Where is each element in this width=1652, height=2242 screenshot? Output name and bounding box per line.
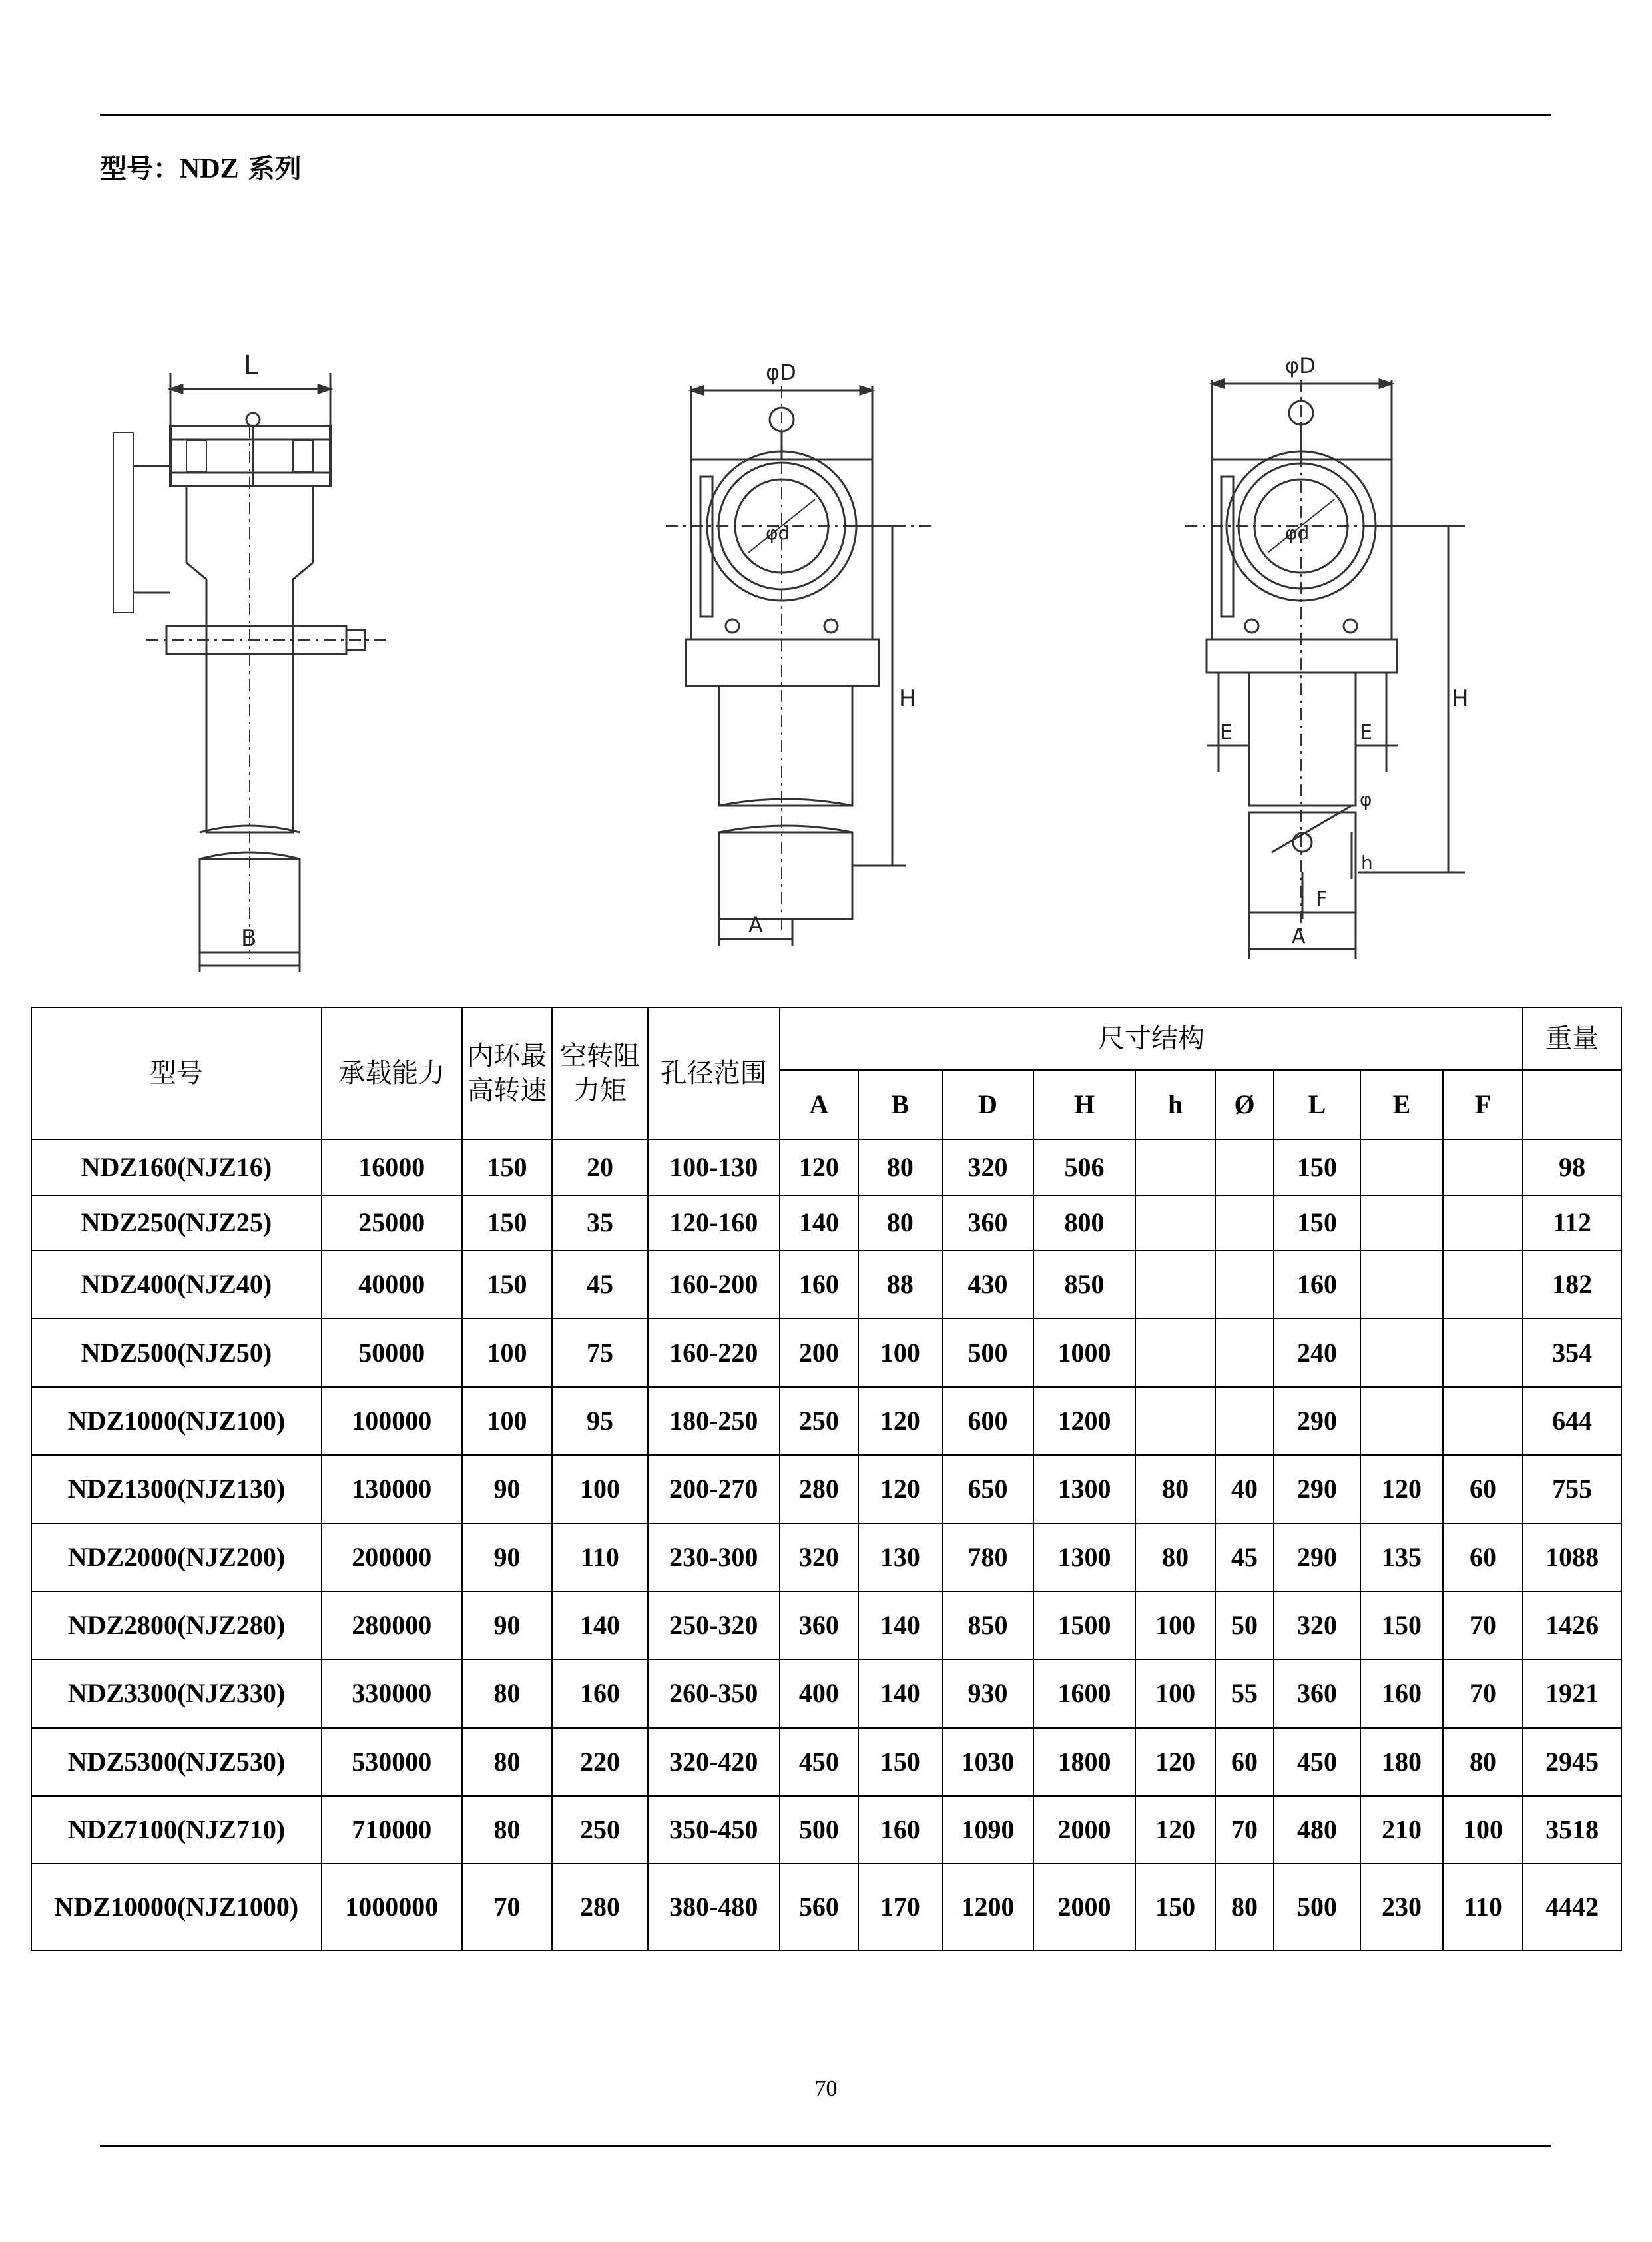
header-dim-B: B bbox=[858, 1070, 942, 1139]
table-cell: 80 bbox=[858, 1195, 942, 1251]
table-cell: 220 bbox=[552, 1728, 648, 1796]
spec-table-body bbox=[31, 1139, 1621, 1950]
table-cell: 95 bbox=[552, 1387, 648, 1455]
table-cell: 130000 bbox=[322, 1455, 462, 1523]
table-row bbox=[31, 1318, 1621, 1386]
table-cell: 1921 bbox=[1523, 1659, 1621, 1727]
table-cell: 120 bbox=[1135, 1796, 1216, 1864]
table-cell: 2945 bbox=[1523, 1728, 1621, 1796]
table-cell: 45 bbox=[1215, 1524, 1273, 1591]
label-A: A bbox=[748, 912, 763, 938]
table-cell: 3518 bbox=[1523, 1796, 1621, 1864]
table-cell: 1500 bbox=[1033, 1591, 1135, 1659]
table-cell: 100000 bbox=[322, 1387, 462, 1455]
table-cell: 260-350 bbox=[648, 1659, 780, 1727]
table-cell: 180 bbox=[1360, 1728, 1443, 1796]
table-cell bbox=[1360, 1318, 1443, 1386]
header-dim-h: h bbox=[1135, 1070, 1216, 1139]
table-row bbox=[31, 1251, 1621, 1318]
table-cell: 2000 bbox=[1033, 1864, 1135, 1950]
table-cell: 45 bbox=[552, 1251, 648, 1318]
table-cell: 530000 bbox=[322, 1728, 462, 1796]
table-cell: 80 bbox=[1135, 1455, 1216, 1523]
header-rule bbox=[100, 114, 1551, 116]
table-cell: 140 bbox=[858, 1659, 942, 1727]
side-view-svg bbox=[107, 333, 406, 972]
table-cell bbox=[1443, 1195, 1523, 1251]
label-phi-d: φd bbox=[766, 522, 790, 544]
table-cell: 850 bbox=[942, 1591, 1034, 1659]
table-cell: 160 bbox=[1274, 1251, 1361, 1318]
model-cell: NDZ10000(NJZ1000) bbox=[31, 1864, 322, 1950]
table-cell: 70 bbox=[1443, 1659, 1523, 1727]
model-cell: NDZ400(NJZ40) bbox=[31, 1251, 322, 1318]
table-row bbox=[31, 1387, 1621, 1455]
table-cell: 40 bbox=[1215, 1455, 1273, 1523]
table-cell: 290 bbox=[1274, 1524, 1361, 1591]
table-cell: 500 bbox=[780, 1796, 858, 1864]
table-cell: 160-200 bbox=[648, 1251, 780, 1318]
table-cell: 160 bbox=[780, 1251, 858, 1318]
model-cell: NDZ5300(NJZ530) bbox=[31, 1728, 322, 1796]
table-cell: 100-130 bbox=[648, 1139, 780, 1195]
table-cell: 100 bbox=[1443, 1796, 1523, 1864]
table-cell: 55 bbox=[1215, 1659, 1273, 1727]
table-cell: 80 bbox=[462, 1659, 553, 1727]
model-cell: NDZ2800(NJZ280) bbox=[31, 1591, 322, 1659]
label-phi-D: φD bbox=[766, 360, 796, 385]
model-cell: NDZ3300(NJZ330) bbox=[31, 1659, 322, 1727]
table-cell: 88 bbox=[858, 1251, 942, 1318]
table-cell: 130 bbox=[858, 1524, 942, 1591]
table-cell: 650 bbox=[942, 1455, 1034, 1523]
table-cell: 1200 bbox=[942, 1864, 1034, 1950]
table-cell: 1600 bbox=[1033, 1659, 1135, 1727]
table-cell: 354 bbox=[1523, 1318, 1621, 1386]
table-cell: 280 bbox=[780, 1455, 858, 1523]
table-cell: 1800 bbox=[1033, 1728, 1135, 1796]
table-cell: 200 bbox=[780, 1318, 858, 1386]
table-cell: 4442 bbox=[1523, 1864, 1621, 1950]
table-cell: 230-300 bbox=[648, 1524, 780, 1591]
label-phi-d-ext: φd bbox=[1285, 522, 1310, 544]
table-cell: 80 bbox=[462, 1728, 553, 1796]
table-cell bbox=[1215, 1387, 1273, 1455]
table-cell: 250-320 bbox=[648, 1591, 780, 1659]
heading-prefix: 型号： bbox=[100, 154, 180, 184]
model-cell: NDZ160(NJZ16) bbox=[31, 1139, 322, 1195]
table-row bbox=[31, 1524, 1621, 1591]
table-cell: 120 bbox=[858, 1387, 942, 1455]
table-cell: 100 bbox=[1135, 1591, 1216, 1659]
table-cell: 70 bbox=[1443, 1591, 1523, 1659]
header-dim-phi: Ø bbox=[1215, 1070, 1273, 1139]
table-cell: 280000 bbox=[322, 1591, 462, 1659]
table-cell: 400 bbox=[780, 1659, 858, 1727]
table-cell: 120-160 bbox=[648, 1195, 780, 1251]
table-cell: 40000 bbox=[322, 1251, 462, 1318]
label-A-ext: A bbox=[1292, 925, 1306, 948]
table-cell: 80 bbox=[462, 1796, 553, 1864]
table-cell: 1000000 bbox=[322, 1864, 462, 1950]
table-cell: 90 bbox=[462, 1524, 553, 1591]
table-cell: 290 bbox=[1274, 1387, 1361, 1455]
table-cell: 140 bbox=[780, 1195, 858, 1251]
table-cell: 360 bbox=[780, 1591, 858, 1659]
table-cell: 150 bbox=[462, 1251, 553, 1318]
table-cell bbox=[1215, 1195, 1273, 1251]
table-cell: 320 bbox=[1274, 1591, 1361, 1659]
table-cell: 930 bbox=[942, 1659, 1034, 1727]
table-cell: 150 bbox=[1274, 1195, 1361, 1251]
table-cell bbox=[1360, 1139, 1443, 1195]
table-cell: 100 bbox=[1135, 1659, 1216, 1727]
table-cell: 755 bbox=[1523, 1455, 1621, 1523]
table-cell: 1030 bbox=[942, 1728, 1034, 1796]
table-cell: 710000 bbox=[322, 1796, 462, 1864]
table-cell: 230 bbox=[1360, 1864, 1443, 1950]
table-cell: 360 bbox=[942, 1195, 1034, 1251]
table-cell bbox=[1360, 1195, 1443, 1251]
table-cell: 200-270 bbox=[648, 1455, 780, 1523]
table-cell: 480 bbox=[1274, 1796, 1361, 1864]
model-cell: NDZ7100(NJZ710) bbox=[31, 1796, 322, 1864]
table-cell: 1090 bbox=[942, 1796, 1034, 1864]
model-cell: NDZ1000(NJZ100) bbox=[31, 1387, 322, 1455]
table-cell: 80 bbox=[1215, 1864, 1273, 1950]
table-cell: 160 bbox=[858, 1796, 942, 1864]
table-cell: 2000 bbox=[1033, 1796, 1135, 1864]
table-cell: 80 bbox=[1135, 1524, 1216, 1591]
table-cell: 120 bbox=[1360, 1455, 1443, 1523]
label-L: L bbox=[244, 350, 259, 381]
front-view-svg bbox=[666, 346, 946, 946]
header-dim-D: D bbox=[942, 1070, 1034, 1139]
table-cell: 140 bbox=[858, 1591, 942, 1659]
table-cell: 150 bbox=[1360, 1591, 1443, 1659]
table-cell: 25000 bbox=[322, 1195, 462, 1251]
table-cell: 16000 bbox=[322, 1139, 462, 1195]
table-cell: 120 bbox=[780, 1139, 858, 1195]
table-row bbox=[31, 1659, 1621, 1727]
table-cell: 1300 bbox=[1033, 1455, 1135, 1523]
table-cell: 290 bbox=[1274, 1455, 1361, 1523]
label-E-left: E bbox=[1220, 721, 1233, 744]
table-cell: 80 bbox=[858, 1139, 942, 1195]
front-view-extended-drawing bbox=[1185, 346, 1478, 959]
table-cell: 50000 bbox=[322, 1318, 462, 1386]
page-heading bbox=[100, 148, 302, 186]
label-H-ext: H bbox=[1452, 685, 1469, 712]
table-cell: 800 bbox=[1033, 1195, 1135, 1251]
table-row bbox=[31, 1195, 1621, 1251]
model-cell: NDZ500(NJZ50) bbox=[31, 1318, 322, 1386]
table-cell: 182 bbox=[1523, 1251, 1621, 1318]
table-cell: 250 bbox=[780, 1387, 858, 1455]
heading-suffix: 系列 bbox=[238, 154, 302, 184]
table-cell bbox=[1360, 1251, 1443, 1318]
label-F: F bbox=[1316, 888, 1328, 911]
table-cell: 240 bbox=[1274, 1318, 1361, 1386]
table-cell bbox=[1135, 1387, 1216, 1455]
header-model: 型号 bbox=[31, 1007, 322, 1139]
header-speed: 内环最高转速 bbox=[462, 1007, 553, 1139]
table-cell: 100 bbox=[462, 1387, 553, 1455]
table-cell: 1088 bbox=[1523, 1524, 1621, 1591]
header-dim-A: A bbox=[780, 1070, 858, 1139]
label-H: H bbox=[899, 685, 916, 712]
table-cell: 250 bbox=[552, 1796, 648, 1864]
table-cell bbox=[1443, 1139, 1523, 1195]
table-cell bbox=[1360, 1387, 1443, 1455]
table-cell: 780 bbox=[942, 1524, 1034, 1591]
table-row bbox=[31, 1455, 1621, 1523]
table-cell: 90 bbox=[462, 1591, 553, 1659]
label-E-right: E bbox=[1360, 721, 1372, 744]
table-cell bbox=[1135, 1251, 1216, 1318]
table-cell: 506 bbox=[1033, 1139, 1135, 1195]
table-cell: 100 bbox=[858, 1318, 942, 1386]
footer-rule bbox=[100, 2145, 1551, 2147]
table-cell: 150 bbox=[462, 1139, 553, 1195]
table-cell: 380-480 bbox=[648, 1864, 780, 1950]
table-cell: 1000 bbox=[1033, 1318, 1135, 1386]
table-cell: 1426 bbox=[1523, 1591, 1621, 1659]
table-cell bbox=[1443, 1251, 1523, 1318]
table-row bbox=[31, 1864, 1621, 1950]
table-cell: 210 bbox=[1360, 1796, 1443, 1864]
header-torque: 空转阻力矩 bbox=[552, 1007, 648, 1139]
table-cell: 70 bbox=[462, 1864, 553, 1950]
header-dims: 尺寸结构 bbox=[780, 1007, 1523, 1070]
header-dim-E: E bbox=[1360, 1070, 1443, 1139]
header-weight-blank bbox=[1523, 1070, 1621, 1139]
side-view-drawing bbox=[107, 333, 406, 972]
table-cell: 600 bbox=[942, 1387, 1034, 1455]
model-cell: NDZ1300(NJZ130) bbox=[31, 1455, 322, 1523]
table-cell: 60 bbox=[1215, 1728, 1273, 1796]
table-cell: 160 bbox=[552, 1659, 648, 1727]
label-phi-hole: φ bbox=[1360, 788, 1372, 810]
table-cell: 500 bbox=[1274, 1864, 1361, 1950]
model-cell: NDZ250(NJZ25) bbox=[31, 1195, 322, 1251]
header-dim-F: F bbox=[1443, 1070, 1523, 1139]
table-cell: 100 bbox=[552, 1455, 648, 1523]
table-cell bbox=[1135, 1195, 1216, 1251]
table-cell: 360 bbox=[1274, 1659, 1361, 1727]
table-row bbox=[31, 1796, 1621, 1864]
table-cell bbox=[1443, 1318, 1523, 1386]
table-cell: 150 bbox=[858, 1728, 942, 1796]
table-cell: 35 bbox=[552, 1195, 648, 1251]
table-cell: 320 bbox=[942, 1139, 1034, 1195]
table-row bbox=[31, 1728, 1621, 1796]
table-cell: 75 bbox=[552, 1318, 648, 1386]
table-cell: 98 bbox=[1523, 1139, 1621, 1195]
table-row bbox=[31, 1591, 1621, 1659]
label-phi-D-ext: φD bbox=[1285, 353, 1316, 378]
table-cell: 1300 bbox=[1033, 1524, 1135, 1591]
table-cell bbox=[1215, 1251, 1273, 1318]
table-cell: 150 bbox=[1135, 1864, 1216, 1950]
table-cell: 112 bbox=[1523, 1195, 1621, 1251]
table-cell bbox=[1443, 1387, 1523, 1455]
table-cell: 140 bbox=[552, 1591, 648, 1659]
table-cell: 320 bbox=[780, 1524, 858, 1591]
table-cell: 150 bbox=[1274, 1139, 1361, 1195]
table-cell: 320-420 bbox=[648, 1728, 780, 1796]
table-cell: 500 bbox=[942, 1318, 1034, 1386]
table-cell: 280 bbox=[552, 1864, 648, 1950]
table-cell: 60 bbox=[1443, 1455, 1523, 1523]
label-B: B bbox=[241, 925, 257, 952]
table-cell: 560 bbox=[780, 1864, 858, 1950]
table-cell: 100 bbox=[462, 1318, 553, 1386]
table-cell bbox=[1135, 1318, 1216, 1386]
table-cell: 80 bbox=[1443, 1728, 1523, 1796]
label-h: h bbox=[1361, 852, 1373, 874]
table-cell bbox=[1135, 1139, 1216, 1195]
header-dim-H: H bbox=[1033, 1070, 1135, 1139]
table-cell: 20 bbox=[552, 1139, 648, 1195]
table-cell: 170 bbox=[858, 1864, 942, 1950]
heading-model: NDZ bbox=[180, 154, 239, 184]
header-load: 承载能力 bbox=[322, 1007, 462, 1139]
table-cell: 450 bbox=[1274, 1728, 1361, 1796]
table-cell: 200000 bbox=[322, 1524, 462, 1591]
table-cell: 850 bbox=[1033, 1251, 1135, 1318]
page-number: 70 bbox=[814, 2076, 838, 2101]
front-view-drawing bbox=[666, 346, 946, 946]
table-cell: 120 bbox=[858, 1455, 942, 1523]
table-cell: 110 bbox=[552, 1524, 648, 1591]
header-dim-L: L bbox=[1274, 1070, 1361, 1139]
model-cell: NDZ2000(NJZ200) bbox=[31, 1524, 322, 1591]
table-cell: 120 bbox=[1135, 1728, 1216, 1796]
table-cell bbox=[1215, 1139, 1273, 1195]
table-row bbox=[31, 1139, 1621, 1195]
table-cell: 450 bbox=[780, 1728, 858, 1796]
table-cell: 135 bbox=[1360, 1524, 1443, 1591]
spec-table bbox=[31, 1007, 1622, 1951]
table-cell: 70 bbox=[1215, 1796, 1273, 1864]
table-cell: 350-450 bbox=[648, 1796, 780, 1864]
table-cell: 60 bbox=[1443, 1524, 1523, 1591]
table-cell: 180-250 bbox=[648, 1387, 780, 1455]
table-cell: 160-220 bbox=[648, 1318, 780, 1386]
table-cell: 330000 bbox=[322, 1659, 462, 1727]
header-bore: 孔径范围 bbox=[648, 1007, 780, 1139]
table-cell bbox=[1215, 1318, 1273, 1386]
header-weight: 重量 bbox=[1523, 1007, 1621, 1070]
table-cell: 150 bbox=[462, 1195, 553, 1251]
table-cell: 50 bbox=[1215, 1591, 1273, 1659]
table-cell: 1200 bbox=[1033, 1387, 1135, 1455]
table-cell: 90 bbox=[462, 1455, 553, 1523]
table-cell: 110 bbox=[1443, 1864, 1523, 1950]
table-cell: 644 bbox=[1523, 1387, 1621, 1455]
table-cell: 160 bbox=[1360, 1659, 1443, 1727]
front-view-extended-svg bbox=[1185, 346, 1478, 959]
table-cell: 430 bbox=[942, 1251, 1034, 1318]
